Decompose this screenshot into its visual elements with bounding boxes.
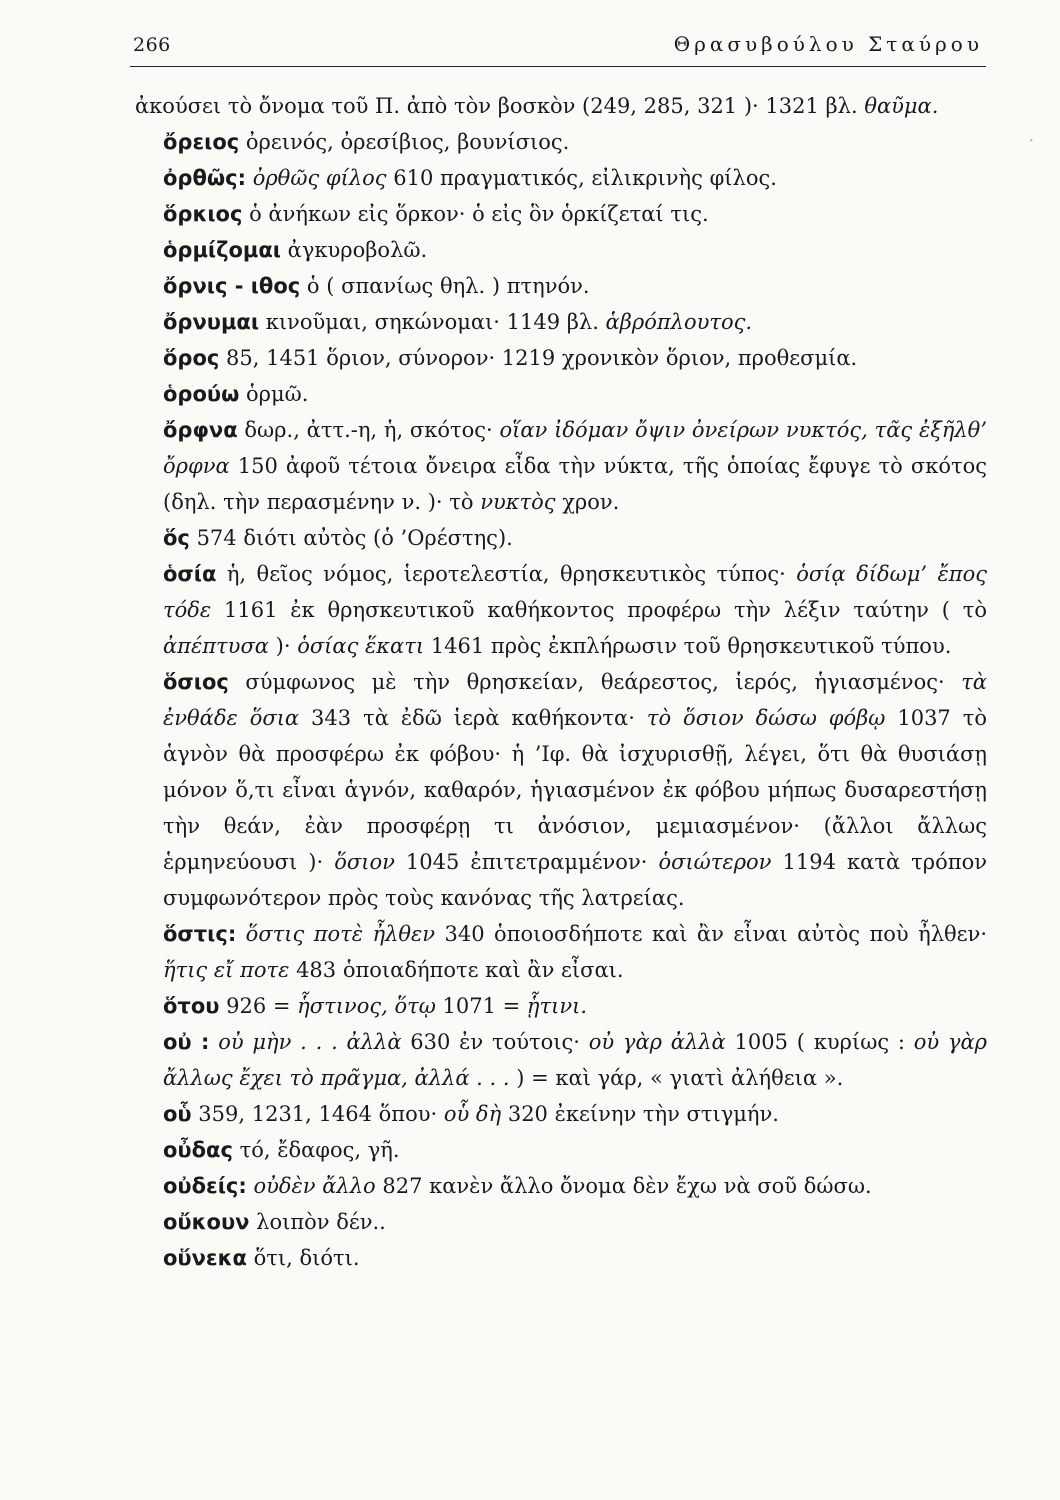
quoted-greek: οὐδὲν ἄλλο bbox=[253, 1174, 376, 1198]
glossary-entry bbox=[135, 556, 987, 664]
headword: ὅστις: bbox=[163, 922, 237, 946]
glossary-entry bbox=[135, 304, 987, 340]
headword: ὄρνις - ιθος bbox=[163, 274, 301, 298]
glossary-entry bbox=[135, 1168, 987, 1204]
definition-text bbox=[209, 1030, 218, 1054]
running-title: Θρασυβούλου Σταύρου bbox=[673, 32, 983, 56]
headword: ὅσιος bbox=[163, 670, 229, 694]
quoted-greek: τὰ ἐνθάδε ὅσια bbox=[163, 670, 987, 730]
definition-text: 610 πραγματικός, εἰλικρινὴς φίλος. bbox=[386, 166, 777, 190]
definition-text: δωρ., ἀττ.-η, ἡ, σκότος· bbox=[237, 418, 500, 442]
headword: οὗ bbox=[163, 1102, 192, 1126]
quoted-greek: ἧστινος, ὅτῳ bbox=[297, 994, 436, 1018]
headword: ὁρούω bbox=[163, 382, 240, 406]
quoted-greek: οὐ γὰρ ἄλλως ἔχει τὸ πρᾶγμα, ἀλλά . . . bbox=[163, 1030, 987, 1090]
definition-text: χρον. bbox=[555, 490, 620, 514]
headword: ὀρθῶς: bbox=[163, 166, 246, 190]
quoted-greek: ὁσιώτερον bbox=[658, 850, 772, 874]
definition-text: ) = καὶ γάρ, « γιατὶ ἀλήθεια ». bbox=[509, 1066, 844, 1090]
definition-text: 1037 τὸ ἁγνὸν θὰ προσφέρω ἐκ φόβου· ἡ ’Ιφ. θὰ ἰσχυρισθῇ, λέγει, ὅτι θὰ θυσιάσῃ μόνον ὅ,τι εἶναι ἁγνόν, καθαρόν, ἡγιασμένον ἐκ φόβου μήπως δυσαρεστήσῃ τὴν θεάν, ἐὰν προσφέρῃ τι ἀνόσιον, μεμιασμένον· (ἄλλοι ἄλλως ἑρμηνεύουσι )· bbox=[163, 706, 987, 874]
headword: οὖδας bbox=[163, 1138, 233, 1162]
headword: ὅρος bbox=[163, 346, 220, 370]
headword: οὔκουν bbox=[163, 1210, 250, 1234]
definition-text: 630 ἐν τούτοις· bbox=[401, 1030, 589, 1054]
definition-text: 340 ὁποιοσδήποτε καὶ ἂν εἶναι αὐτὸς ποὺ ἦλθεν· bbox=[435, 922, 987, 946]
quoted-greek: ᾗτινι. bbox=[526, 994, 588, 1018]
glossary-entry bbox=[135, 268, 987, 304]
glossary-entry bbox=[135, 124, 987, 160]
header-rule bbox=[130, 66, 986, 67]
glossary-entry bbox=[135, 412, 987, 520]
quoted-greek: τὸ ὅσιον δώσω φόβῳ bbox=[646, 706, 886, 730]
headword: οὐδείς: bbox=[163, 1174, 247, 1198]
glossary-entry bbox=[135, 916, 987, 988]
headword: οὕνεκα bbox=[163, 1246, 247, 1270]
definition-text: ἀκούσει τὸ ὄνομα τοῦ Π. ἀπὸ τὸν βοσκὸν (249, 285, 321 )· 1321 βλ. bbox=[135, 94, 865, 118]
definition-text: 1005 ( κυρίως : bbox=[725, 1030, 914, 1054]
definition-text: 85, 1451 ὅριον, σύνορον· 1219 χρονικὸν ὅριον, προθεσμία. bbox=[219, 346, 858, 370]
definition-text: 1161 ἐκ θρησκευτικοῦ καθήκοντος προφέρω τὴν λέξιν ταύτην ( τὸ bbox=[211, 598, 987, 622]
definition-text: 926 = bbox=[219, 994, 298, 1018]
definition-text: τό, ἔδαφος, γῆ. bbox=[232, 1138, 400, 1162]
quoted-greek: ἁβρόπλουτος. bbox=[605, 310, 753, 334]
definition-text: 343 τὰ ἐδῶ ἱερὰ καθήκοντα· bbox=[299, 706, 647, 730]
headword: ὅρκιος bbox=[163, 202, 243, 226]
glossary-entry bbox=[135, 520, 987, 556]
glossary-entry bbox=[135, 160, 987, 196]
glossary-entry bbox=[135, 664, 987, 916]
glossary-entry bbox=[135, 1240, 987, 1276]
definition-text: 320 ἐκείνην τὴν στιγμήν. bbox=[501, 1102, 779, 1126]
definition-text: 359, 1231, 1464 ὅπου· bbox=[191, 1102, 444, 1126]
definition-text: 827 κανὲν ἄλλο ὄνομα δὲν ἔχω νὰ σοῦ δώσω. bbox=[375, 1174, 872, 1198]
quoted-greek: ὁσίᾳ δίδωμ’ ἔπος τόδε bbox=[163, 562, 988, 622]
headword: ὁσία bbox=[163, 562, 217, 586]
quoted-greek: ἥτις εἴ ποτε bbox=[163, 958, 290, 982]
quoted-greek: ὅσιον bbox=[334, 850, 395, 874]
headword: ὅς bbox=[163, 526, 190, 550]
definition-text: 1461 πρὸς ἐκπλήρωσιν τοῦ θρησκευτικοῦ τύπου. bbox=[424, 634, 952, 658]
headword: οὐ : bbox=[163, 1030, 210, 1054]
margin-mark: · bbox=[1028, 128, 1035, 152]
definition-text: ὅτι, διότι. bbox=[246, 1246, 360, 1270]
glossary-entry bbox=[135, 196, 987, 232]
quoted-greek: οὗ δὴ bbox=[443, 1102, 502, 1126]
headword: ὁρμίζομαι bbox=[163, 238, 281, 262]
headword: ὅτου bbox=[163, 994, 220, 1018]
quoted-greek: οὐ γὰρ ἀλλὰ bbox=[588, 1030, 726, 1054]
glossary-body bbox=[135, 88, 987, 1276]
definition-text bbox=[246, 166, 253, 190]
definition-text: λοιπὸν δέν.. bbox=[249, 1210, 386, 1234]
definition-text: ὁ ἀνήκων εἰς ὅρκον· ὁ εἰς ὃν ὁρκίζεταί τις. bbox=[242, 202, 709, 226]
glossary-entry bbox=[135, 1204, 987, 1240]
headword: ὄρειος bbox=[163, 130, 240, 154]
headword: ὄρνυμαι bbox=[163, 310, 260, 334]
definition-text: 483 ὁποιαδήποτε καὶ ἂν εἶσαι. bbox=[289, 958, 624, 982]
definition-text bbox=[236, 922, 245, 946]
glossary-entry bbox=[135, 88, 987, 124]
quoted-greek: ὀρθῶς φίλος bbox=[252, 166, 387, 190]
quoted-greek: οὐ μὴν . . . ἀλλὰ bbox=[218, 1030, 402, 1054]
glossary-entry bbox=[135, 340, 987, 376]
definition-text: 150 ἀφοῦ τέτοια ὄνειρα εἶδα τὴν νύκτα, τῆς ὁποίας ἔφυγε τὸ σκότος (δηλ. τὴν περασμένην ν. )· τὸ bbox=[163, 454, 987, 514]
definition-text: ὀρεινός, ὀρεσίβιος, βουνίσιος. bbox=[239, 130, 570, 154]
definition-text: ἀγκυροβολῶ. bbox=[281, 238, 428, 262]
glossary-entry bbox=[135, 232, 987, 268]
definition-text: 574 διότι αὐτὸς (ὁ ’Ορέστης). bbox=[189, 526, 513, 550]
quoted-greek: ἀπέπτυσα bbox=[163, 634, 269, 658]
quoted-greek: ὅστις ποτὲ ἦλθεν bbox=[245, 922, 436, 946]
quoted-greek: θαῦμα. bbox=[864, 94, 939, 118]
glossary-entry bbox=[135, 1096, 987, 1132]
definition-text: 1071 = bbox=[435, 994, 527, 1018]
definition-text: κινοῦμαι, σηκώνομαι· 1149 βλ. bbox=[259, 310, 606, 334]
quoted-greek: νυκτὸς bbox=[480, 490, 556, 514]
glossary-entry bbox=[135, 1024, 987, 1096]
running-head bbox=[133, 28, 983, 66]
definition-text: σύμφωνος μὲ τὴν θρησκείαν, θεάρεστος, ἱερός, ἡγιασμένος· bbox=[228, 670, 962, 694]
glossary-entry bbox=[135, 376, 987, 412]
definition-text: ὁρμῶ. bbox=[239, 382, 309, 406]
definition-text: ἡ, θεῖος νόμος, ἱεροτελεστία, θρησκευτικὸς τύπος· bbox=[216, 562, 797, 586]
glossary-entry bbox=[135, 1132, 987, 1168]
quoted-greek: ὁσίας ἕκατι bbox=[297, 634, 425, 658]
page-number: 266 bbox=[133, 34, 171, 56]
definition-text: )· bbox=[268, 634, 298, 658]
definition-text: 1194 κατὰ τρόπον συμφωνότερον πρὸς τοὺς κανόνας τῆς λατρείας. bbox=[163, 850, 987, 910]
definition-text: 1045 ἐπιτετραμμένον· bbox=[394, 850, 659, 874]
glossary-entry bbox=[135, 988, 987, 1024]
definition-text: ὁ ( σπανίως θηλ. ) πτηνόν. bbox=[300, 274, 590, 298]
quoted-greek: οἵαν ἰδόμαν ὄψιν ὀνείρων νυκτός, τᾶς ἐξῆλθ’ ὄρφνα bbox=[163, 418, 987, 478]
headword: ὄρφνα bbox=[163, 418, 238, 442]
